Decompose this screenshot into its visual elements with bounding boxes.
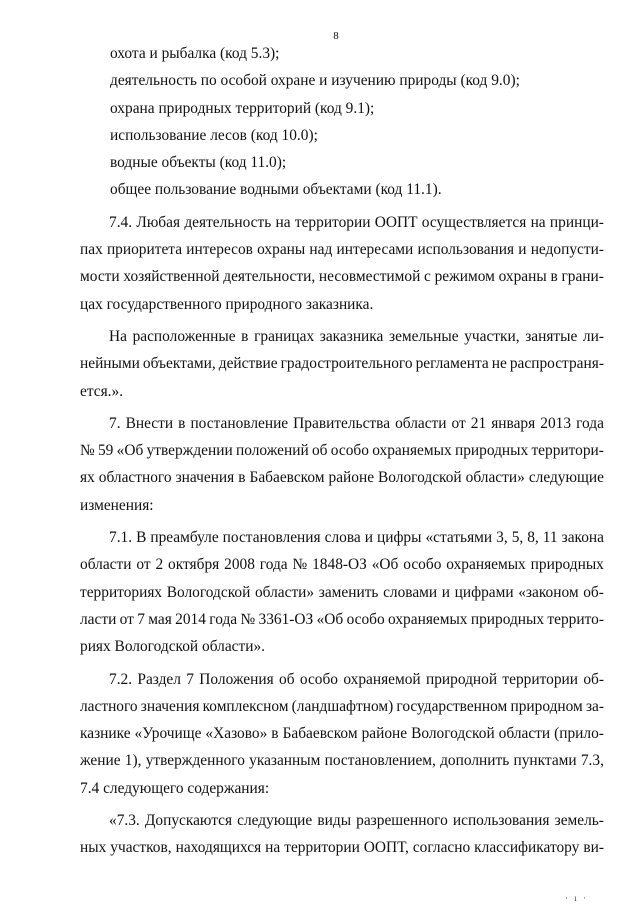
word: области» <box>254 583 315 601</box>
word: границах <box>254 327 315 345</box>
word: Вологодской <box>411 725 495 743</box>
word: «Урочище <box>134 725 202 743</box>
word: использования <box>452 812 550 830</box>
word: 7.3, <box>580 752 604 770</box>
word: участков, <box>110 839 172 857</box>
word: Внести <box>125 414 174 432</box>
word: классификатору <box>474 839 580 857</box>
word: мости <box>80 268 120 286</box>
document-body <box>80 40 604 862</box>
word: областного <box>98 469 172 487</box>
word: Бабаевском <box>249 469 325 487</box>
word: значения <box>140 697 200 715</box>
word: ви- <box>583 839 604 857</box>
word: 2014 <box>175 610 206 628</box>
word: комплексном <box>202 697 289 715</box>
word: 1848-ОЗ <box>312 556 367 574</box>
word: преамбуле <box>150 529 219 547</box>
word: ООПТ, <box>363 839 409 857</box>
word: интересов <box>186 241 253 259</box>
word: № <box>292 556 308 574</box>
word: № <box>240 610 256 628</box>
word: приоритета <box>106 241 183 259</box>
word: положений <box>235 442 309 460</box>
word: действие <box>218 355 278 373</box>
word: 5, <box>511 529 524 547</box>
word: ных <box>80 839 107 857</box>
word: в <box>241 327 249 345</box>
page-corner-mark: · ı · <box>565 893 588 903</box>
word: режимом <box>434 268 495 286</box>
word: согласно <box>412 839 471 857</box>
text-line <box>80 551 604 578</box>
word: словами <box>383 583 438 601</box>
word: пах <box>80 241 103 259</box>
word: ООПТ <box>374 213 418 231</box>
word: октября <box>168 556 220 574</box>
word: охраны <box>257 241 306 259</box>
word: с <box>424 268 431 286</box>
word: «законом <box>518 583 579 601</box>
word: районе <box>328 469 375 487</box>
text-line: ется.». <box>80 382 124 400</box>
text-line <box>80 693 604 720</box>
word: охраняемых <box>388 610 468 628</box>
text-line <box>80 524 604 551</box>
word: деятельности, <box>223 268 316 286</box>
word: на <box>530 213 546 231</box>
word: цифрами <box>454 583 514 601</box>
word: (прило- <box>554 725 604 743</box>
word: территории <box>502 670 578 688</box>
text-line: риях Вологодской области». <box>80 638 265 656</box>
word: охраняемой <box>343 670 421 688</box>
word: расположенные <box>132 327 236 345</box>
word: 2008 <box>224 556 255 574</box>
word: в <box>271 725 279 743</box>
word: от <box>119 610 134 628</box>
word: природных <box>454 442 529 460</box>
word: градостроительного <box>280 355 413 373</box>
word: участки, <box>464 327 520 345</box>
word: года <box>259 556 288 574</box>
word: Допускаются <box>144 812 233 830</box>
word: 3361-ОЗ <box>258 610 314 628</box>
word: «Об <box>116 442 144 460</box>
text-line <box>80 437 604 464</box>
word: об- <box>583 583 604 601</box>
word: принци- <box>549 213 604 231</box>
word: природной <box>425 670 498 688</box>
word: на <box>265 839 281 857</box>
word: постановление <box>190 414 289 432</box>
word: 3, <box>496 529 508 547</box>
word: охраны <box>498 268 547 286</box>
word: нейными <box>80 355 140 373</box>
text-line: деятельность по особой охране и изучению природы (код 9.0); <box>110 72 520 90</box>
word: государственном <box>396 697 508 715</box>
word: Раздел <box>137 670 181 688</box>
word: об- <box>583 670 604 688</box>
text-line <box>80 666 604 693</box>
word: заказника <box>319 327 384 345</box>
text-line: 7.4 следующего содержания: <box>80 779 270 797</box>
text-line <box>80 236 604 263</box>
word: территории <box>294 213 371 231</box>
word: 11 <box>542 529 558 547</box>
word: В <box>136 529 147 547</box>
word: Положения <box>199 670 274 688</box>
word: закона <box>561 529 604 547</box>
text-line: изменения: <box>80 496 154 514</box>
word: особо <box>330 442 369 460</box>
text-line: общее пользование водными объектами (код 11.1). <box>110 181 442 199</box>
word: года <box>209 610 238 628</box>
word: от <box>451 414 466 432</box>
word: 2 <box>155 556 164 574</box>
word: казнике <box>80 725 131 743</box>
text-line: цах государственного природного заказника. <box>80 295 374 313</box>
word: территории <box>284 839 360 857</box>
word: охраняемых <box>446 556 526 574</box>
word: особо <box>346 610 385 628</box>
word: над <box>309 241 333 259</box>
word: территори- <box>531 442 604 460</box>
word: 1), <box>124 752 142 770</box>
word: осуществляется <box>421 213 527 231</box>
word: не <box>491 355 507 373</box>
text-line <box>80 323 604 350</box>
word: деятельность <box>184 213 272 231</box>
text-line <box>80 350 604 377</box>
word: ли- <box>582 327 604 345</box>
text-line <box>80 807 604 834</box>
word: пунктами <box>513 752 577 770</box>
word: 59 <box>97 442 114 460</box>
word: на <box>275 213 291 231</box>
text-line <box>80 464 604 491</box>
word: дополнить <box>440 752 510 770</box>
word: января <box>491 414 536 432</box>
word: «Хазово» <box>205 725 268 743</box>
text-line <box>80 209 604 236</box>
word: природных <box>530 556 604 574</box>
word: охраняемых <box>372 442 452 460</box>
word: территориях <box>80 583 163 601</box>
word: районе <box>361 725 408 743</box>
word: Вологодской <box>378 469 462 487</box>
word: слова <box>324 529 361 547</box>
word: области» <box>465 469 525 487</box>
text-line <box>80 606 604 633</box>
word: следующие <box>237 812 313 830</box>
word: 7 <box>137 610 145 628</box>
word: года <box>576 414 604 432</box>
word: Правительства <box>293 414 391 432</box>
text-line: охрана природных территорий (код 9.1); <box>110 99 375 117</box>
word: «7.3. <box>109 812 140 830</box>
text-line: водные объекты (код 11.0); <box>110 154 287 172</box>
word: особо <box>403 556 442 574</box>
word: в <box>550 268 558 286</box>
word: грани- <box>561 268 604 286</box>
word: Бабаевском <box>282 725 358 743</box>
word: объектами, <box>142 355 216 373</box>
word: области <box>498 725 551 743</box>
word: виды <box>317 812 352 830</box>
word: значения <box>175 469 235 487</box>
word: цифры <box>376 529 422 547</box>
word: ласти <box>80 610 117 628</box>
word: 2013 <box>540 414 572 432</box>
word: разрешенного <box>356 812 448 830</box>
word: интересами <box>336 241 414 259</box>
word: 7.2. <box>109 670 133 688</box>
word: недопусти- <box>530 241 604 259</box>
word: постановления <box>222 529 321 547</box>
word: природном <box>510 697 583 715</box>
word: «статьями <box>425 529 493 547</box>
word: утвержденного <box>145 752 245 770</box>
word: № <box>80 442 95 460</box>
word: находящихся <box>175 839 262 857</box>
word: хозяйственной <box>123 268 220 286</box>
word: (ландшафтном) <box>291 697 394 715</box>
text-line <box>80 579 604 606</box>
word: «Об <box>316 610 344 628</box>
word: использования <box>417 241 515 259</box>
word: следующие <box>528 469 604 487</box>
text-line <box>80 747 604 774</box>
text-line: использование лесов (код 10.0); <box>110 126 318 144</box>
word: утверждении <box>146 442 233 460</box>
word: и <box>518 241 527 259</box>
word: земель- <box>554 812 604 830</box>
word: в <box>178 414 186 432</box>
word: земельные <box>388 327 459 345</box>
word: занятые <box>525 327 578 345</box>
word: 7. <box>109 414 121 432</box>
text-line: охота и рыбалка (код 5.3); <box>110 45 280 62</box>
word: природных <box>470 610 545 628</box>
word: от <box>136 556 151 574</box>
word: заменить <box>318 583 379 601</box>
word: ластного <box>80 697 138 715</box>
word: террито- <box>547 610 604 628</box>
word: несовместимой <box>318 268 421 286</box>
word: 21 <box>470 414 487 432</box>
word: Любая <box>136 213 181 231</box>
word: 7.1. <box>109 529 133 547</box>
word: жение <box>80 752 121 770</box>
word: об <box>279 670 295 688</box>
word: 7 <box>186 670 194 688</box>
word: распространя- <box>509 355 604 373</box>
word: указанным <box>249 752 321 770</box>
word: 7.4. <box>109 213 133 231</box>
word: и <box>441 583 451 601</box>
word: 8, <box>527 529 539 547</box>
word: ях <box>80 469 95 487</box>
word: и <box>364 529 373 547</box>
word: постановлением, <box>324 752 436 770</box>
text-line <box>80 834 604 861</box>
text-line <box>80 410 604 437</box>
word: мая <box>148 610 172 628</box>
word: «Об <box>371 556 399 574</box>
page-number: 8 <box>333 30 339 42</box>
word: регламента <box>415 355 489 373</box>
word: области <box>395 414 447 432</box>
word: Вологодской <box>166 583 251 601</box>
word: за- <box>585 697 604 715</box>
word: об <box>311 442 328 460</box>
word: в <box>238 469 246 487</box>
word: особо <box>299 670 338 688</box>
text-line <box>80 720 604 747</box>
word: области <box>80 556 132 574</box>
word: На <box>109 327 127 345</box>
text-line <box>80 263 604 290</box>
